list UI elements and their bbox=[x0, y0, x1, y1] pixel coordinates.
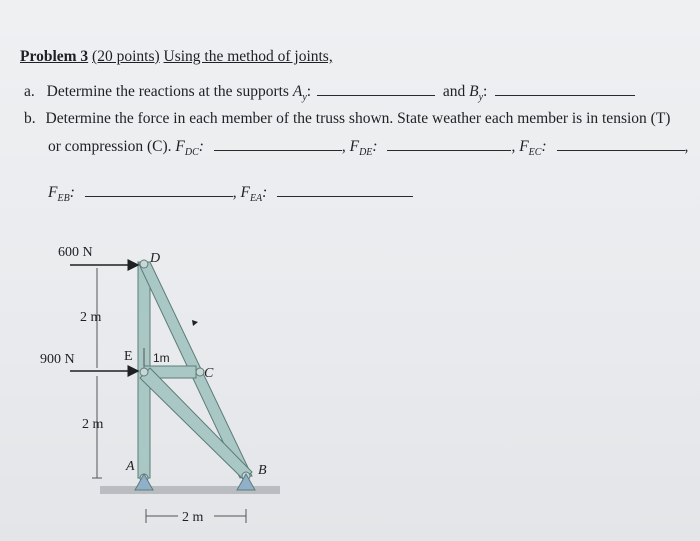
part-a-text: Determine the reactions at the supports bbox=[46, 83, 289, 100]
joint-e bbox=[140, 368, 148, 376]
fec-label: $F_{EC}$: bbox=[519, 138, 547, 159]
by-label: $B_y$ bbox=[469, 83, 484, 104]
joint-d bbox=[140, 260, 148, 268]
ay-label: $A_y$ bbox=[292, 83, 307, 104]
fde-label: $F_{DE}$: bbox=[349, 138, 378, 159]
problem-number: Problem 3 bbox=[20, 48, 89, 65]
load-600-label: 600 N bbox=[58, 245, 93, 260]
node-c-label: C bbox=[204, 366, 214, 381]
part-b-letter: b. bbox=[24, 110, 36, 127]
part-b-text1: Determine the force in each member of the truss shown. State weather each member is in tension (T) bbox=[45, 110, 671, 127]
node-b-label: B bbox=[258, 463, 267, 478]
feb-label: $F_{EB}$: bbox=[48, 184, 75, 205]
part-a: a. Determine the reactions at the supports $A_y$: and $B_y$: bbox=[24, 83, 635, 103]
part-b-line2: or compression (C). $F_{DC}$: , $F_{DE}$: , $F_{EC}$: , bbox=[48, 138, 689, 159]
and-text: and bbox=[442, 83, 466, 100]
problem-points: (20 points) bbox=[92, 48, 160, 65]
load-900-label: 900 N bbox=[40, 352, 75, 367]
node-a-label: A bbox=[126, 459, 135, 474]
problem-heading: Using the method of joints, bbox=[163, 48, 333, 65]
node-d-label: D bbox=[150, 251, 161, 266]
cursor-mark bbox=[192, 320, 198, 326]
part-a-letter: a. bbox=[24, 83, 35, 100]
fdc-label: $F_{DC}$: bbox=[175, 138, 204, 159]
part-b-line3: $F_{EB}$: , $F_{EA}$: bbox=[48, 184, 413, 204]
part-b-text2: or compression (C). bbox=[48, 138, 172, 155]
dim-bottom-label: 2 m bbox=[82, 417, 104, 432]
fea-label: $F_{EA}$: bbox=[240, 184, 268, 205]
dim-e-label: 1m bbox=[153, 351, 170, 365]
dim-base-label: 2 m bbox=[182, 510, 204, 525]
joint-c bbox=[196, 368, 204, 376]
node-e-label: E bbox=[124, 349, 133, 364]
dim-top-label: 2 m bbox=[80, 310, 102, 325]
truss-members bbox=[138, 262, 252, 480]
